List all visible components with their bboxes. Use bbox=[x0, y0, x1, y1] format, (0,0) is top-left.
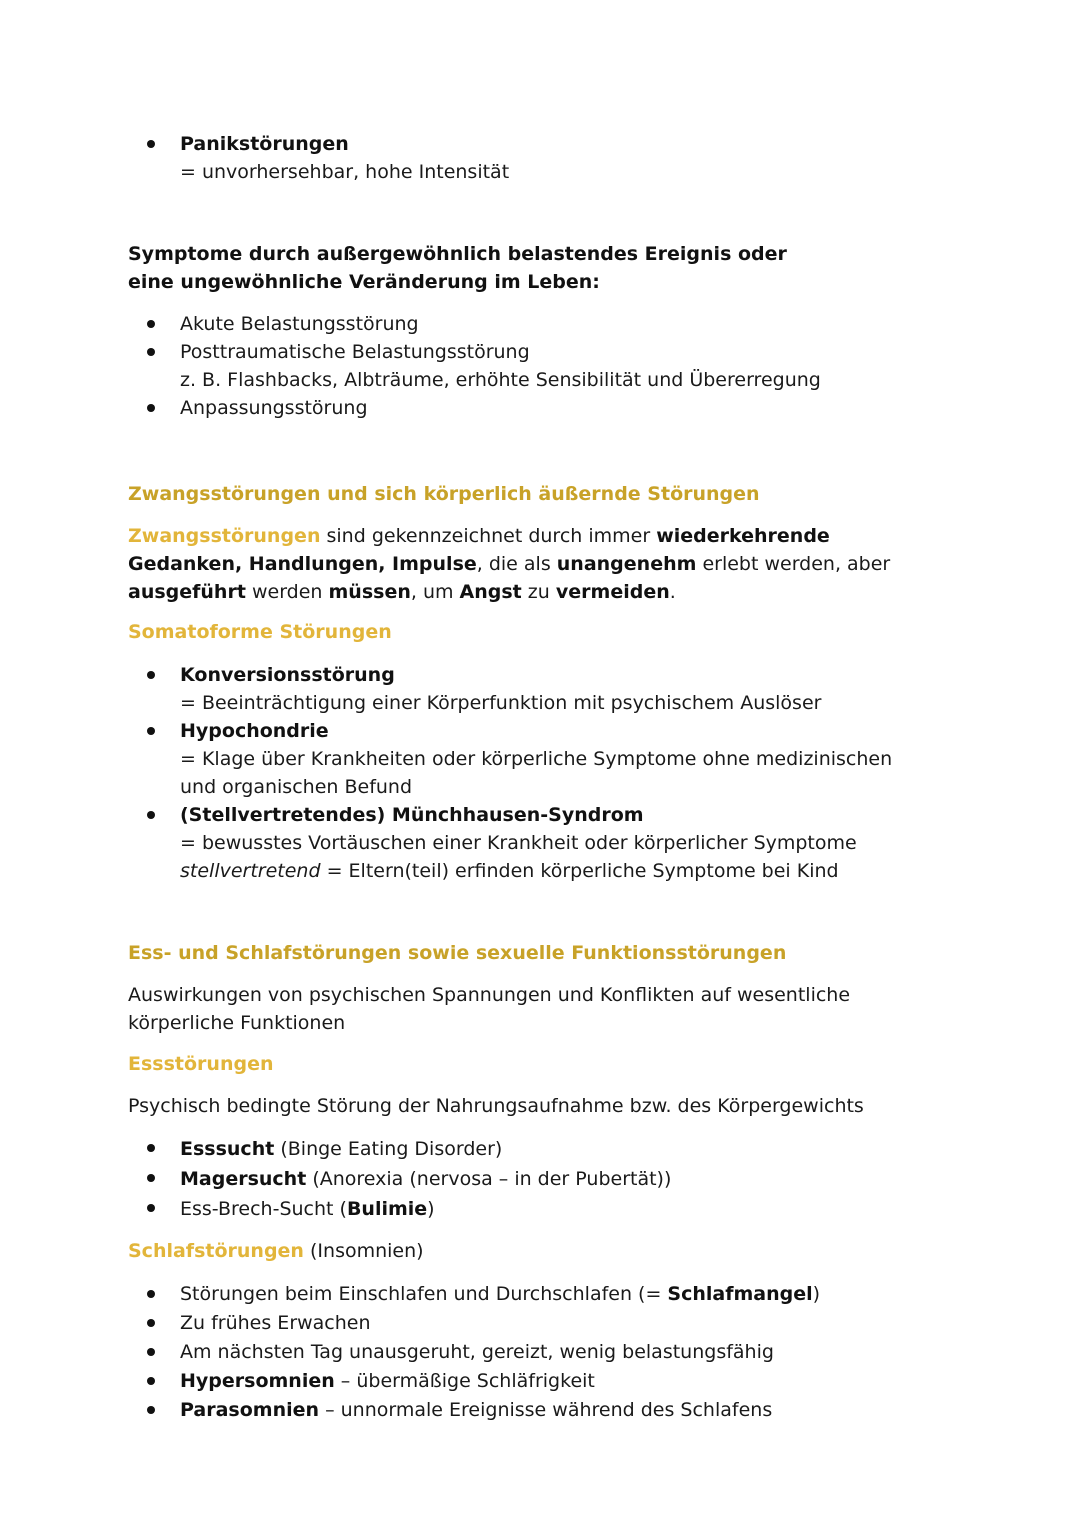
text: , um bbox=[410, 581, 460, 603]
schlaf-heading-line bbox=[128, 1237, 928, 1265]
note bbox=[180, 857, 928, 885]
belastung-heading: Symptome durch außergewöhnlich belastendes Ereignis oder eine ungewöhnliche Veränderung im Leben: bbox=[128, 243, 787, 293]
emphasis: müssen bbox=[328, 581, 411, 603]
emphasis: wiederkehrende Gedanken, Handlungen, Impulse bbox=[128, 525, 830, 575]
term: Bulimie bbox=[346, 1198, 428, 1220]
text: ) bbox=[427, 1198, 435, 1220]
list-item bbox=[128, 310, 928, 338]
term: Schlafmangel bbox=[667, 1283, 813, 1305]
term: Esssucht bbox=[180, 1138, 275, 1160]
list-item bbox=[128, 1134, 928, 1164]
text: – unnormale Ereignisse während des Schlafens bbox=[319, 1399, 773, 1421]
text: , die als bbox=[476, 553, 557, 575]
text: erlebt werden, aber bbox=[696, 553, 891, 575]
text: Zu frühes Erwachen bbox=[180, 1312, 371, 1334]
emphasis: Angst bbox=[459, 581, 522, 603]
list-item bbox=[128, 801, 928, 885]
text: (Anorexia (nervosa – in der Pubertät)) bbox=[306, 1168, 672, 1190]
zwang-term: Zwangsstörungen bbox=[128, 525, 321, 547]
list-item bbox=[128, 1338, 928, 1367]
text: Störungen beim Einschlafen und Durchschlafen (= bbox=[180, 1283, 668, 1305]
list-item bbox=[128, 338, 928, 394]
emphasis: unangenehm bbox=[556, 553, 697, 575]
definition: = bewusstes Vortäuschen einer Krankheit oder körperlicher Symptome bbox=[180, 832, 857, 854]
list-item-text: Posttraumatische Belastungsstörung bbox=[180, 341, 530, 363]
ptbs-note: z. B. Flashbacks, Albträume, erhöhte Sensibilität und Übererregung bbox=[180, 369, 821, 391]
note-term: stellvertretend bbox=[180, 860, 321, 882]
text: sind gekennzeichnet durch immer bbox=[320, 525, 657, 547]
list-item bbox=[128, 1280, 928, 1309]
term: Parasomnien bbox=[180, 1399, 320, 1421]
zwang-heading: Zwangsstörungen und sich körperlich äußernde Störungen bbox=[128, 483, 760, 505]
text: Ess-Brech-Sucht ( bbox=[180, 1198, 347, 1220]
term: Konversionsstörung bbox=[180, 664, 395, 686]
text: ) bbox=[812, 1283, 821, 1305]
text: (Insomnien) bbox=[303, 1240, 424, 1262]
definition: = Beeinträchtigung einer Körperfunktion mit psychischem Auslöser bbox=[180, 692, 822, 714]
somato-list bbox=[128, 661, 928, 885]
list-item bbox=[128, 1309, 928, 1338]
ess-schlaf-heading: Ess- und Schlafstörungen sowie sexuelle Funktionsstörungen bbox=[128, 942, 787, 964]
list-item-text: Anpassungsstörung bbox=[180, 397, 368, 419]
text: zu bbox=[521, 581, 556, 603]
somato-heading: Somatoforme Störungen bbox=[128, 621, 392, 643]
emphasis: ausgeführt bbox=[128, 581, 246, 603]
text: werden bbox=[245, 581, 329, 603]
zwang-paragraph bbox=[128, 522, 938, 606]
note-text: = Eltern(teil) erfinden körperliche Symptome bei Kind bbox=[320, 860, 839, 882]
list-item bbox=[128, 394, 928, 422]
panik-term: Panikstörungen bbox=[180, 133, 349, 155]
term: Hypersomnien bbox=[180, 1370, 335, 1392]
list-item bbox=[128, 1367, 928, 1396]
ess-intro: Psychisch bedingte Störung der Nahrungsaufnahme bzw. des Körpergewichts bbox=[128, 1095, 864, 1117]
term: Hypochondrie bbox=[180, 720, 329, 742]
definition: = Klage über Krankheiten oder körperliche Symptome ohne medizinischen und organischen Befund bbox=[180, 748, 893, 798]
list-item bbox=[128, 661, 928, 717]
panik-definition: = unvorhersehbar, hohe Intensität bbox=[180, 161, 510, 183]
text: Am nächsten Tag unausgeruht, gereizt, wenig belastungsfähig bbox=[180, 1341, 774, 1363]
belastung-list bbox=[128, 310, 928, 422]
text: . bbox=[669, 581, 676, 603]
ess-schlaf-intro: Auswirkungen von psychischen Spannungen und Konflikten auf wesentliche körperliche Funktionen bbox=[128, 984, 851, 1034]
list-item bbox=[128, 1164, 928, 1194]
list-item bbox=[128, 130, 928, 186]
ess-list bbox=[128, 1134, 928, 1224]
text: (Binge Eating Disorder) bbox=[274, 1138, 503, 1160]
panik-list bbox=[128, 130, 928, 186]
text: – übermäßige Schläfrigkeit bbox=[334, 1370, 595, 1392]
list-item-text: Akute Belastungsstörung bbox=[180, 313, 419, 335]
term: (Stellvertretendes) Münchhausen-Syndrom bbox=[180, 804, 644, 826]
term: Magersucht bbox=[180, 1168, 307, 1190]
schlaf-heading: Schlafstörungen bbox=[128, 1240, 304, 1262]
schlaf-list bbox=[128, 1280, 928, 1425]
emphasis: vermeiden bbox=[555, 581, 670, 603]
ess-heading: Essstörungen bbox=[128, 1053, 274, 1075]
list-item bbox=[128, 1194, 928, 1224]
list-item bbox=[128, 1396, 928, 1425]
list-item bbox=[128, 717, 928, 801]
